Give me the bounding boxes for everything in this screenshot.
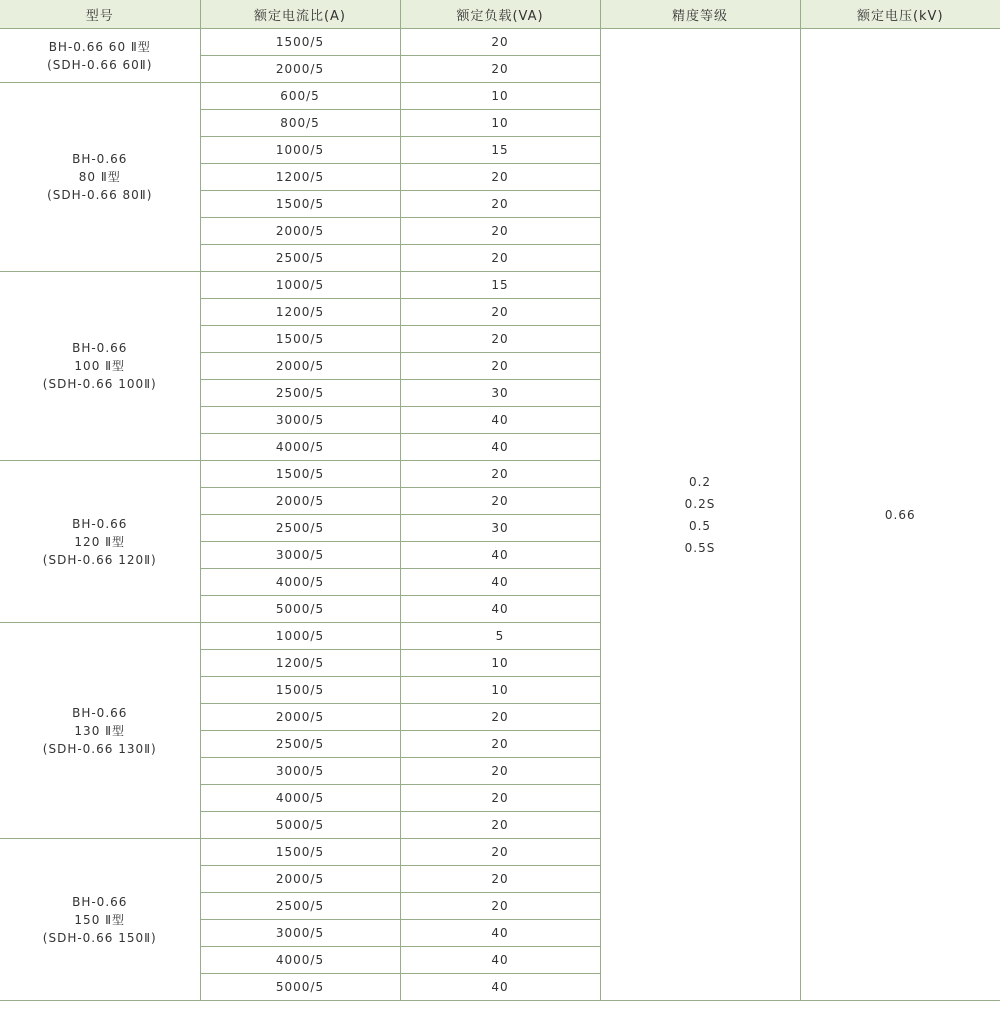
current-ratio-cell: 600/5: [200, 83, 400, 110]
rated-load-cell: 30: [400, 380, 600, 407]
table-body: [0, 29, 1000, 1001]
table-row: [0, 29, 1000, 56]
rated-load-cell: 20: [400, 299, 600, 326]
rated-load-cell: 40: [400, 596, 600, 623]
rated-load-cell: 20: [400, 731, 600, 758]
current-ratio-cell: 800/5: [200, 110, 400, 137]
rated-load-cell: 40: [400, 434, 600, 461]
model-cell: [0, 272, 200, 461]
model-name-line: 80 Ⅱ型: [78, 170, 121, 184]
rated-load-cell: 10: [400, 650, 600, 677]
current-ratio-cell: 2500/5: [200, 380, 400, 407]
current-ratio-cell: 4000/5: [200, 785, 400, 812]
current-ratio-cell: 4000/5: [200, 947, 400, 974]
current-ratio-cell: 1500/5: [200, 461, 400, 488]
rated-load-cell: 40: [400, 920, 600, 947]
current-ratio-cell: 1200/5: [200, 164, 400, 191]
model-name-line: BH-0.66 60 Ⅱ型: [48, 39, 151, 54]
header-row: [0, 0, 1000, 29]
rated-load-cell: 20: [400, 29, 600, 56]
current-ratio-cell: 2500/5: [200, 515, 400, 542]
model-name-line: BH-0.66: [72, 516, 128, 531]
current-ratio-cell: 3000/5: [200, 920, 400, 947]
rated-load-cell: 20: [400, 812, 600, 839]
model-cell: [0, 623, 200, 839]
model-name-line: BH-0.66: [72, 152, 128, 166]
current-ratio-cell: 1200/5: [200, 299, 400, 326]
rated-load-cell: 20: [400, 164, 600, 191]
model-cell: [0, 461, 200, 623]
rated-load-cell: 30: [400, 515, 600, 542]
header-accuracy-class: 精度等级: [600, 0, 800, 29]
table-header: [0, 0, 1000, 29]
current-ratio-cell: 5000/5: [200, 596, 400, 623]
rated-load-cell: 20: [400, 326, 600, 353]
rated-voltage-cell: 0.66: [800, 29, 1000, 1001]
model-cell: [0, 29, 200, 83]
rated-load-cell: 15: [400, 272, 600, 299]
rated-load-cell: 40: [400, 974, 600, 1001]
model-name-line: 150 Ⅱ型: [74, 912, 126, 927]
current-ratio-cell: 1500/5: [200, 839, 400, 866]
model-name-line: BH-0.66: [72, 705, 128, 720]
rated-load-cell: 5: [400, 623, 600, 650]
rated-load-cell: 20: [400, 866, 600, 893]
model-name-line: 130 Ⅱ型: [74, 723, 126, 738]
model-name-line: (SDH-0.66 60Ⅱ): [47, 57, 153, 72]
accuracy-class-value: 0.2: [688, 474, 712, 489]
header-current-ratio: 额定电流比(A): [200, 0, 400, 29]
current-ratio-cell: 2000/5: [200, 353, 400, 380]
model-name-line: (SDH-0.66 80Ⅱ): [47, 188, 153, 202]
model-name-line: (SDH-0.66 100Ⅱ): [42, 377, 157, 391]
rated-load-cell: 20: [400, 191, 600, 218]
current-ratio-cell: 1200/5: [200, 650, 400, 677]
rated-load-cell: 20: [400, 461, 600, 488]
current-ratio-cell: 4000/5: [200, 569, 400, 596]
current-ratio-cell: 2000/5: [200, 218, 400, 245]
current-ratio-cell: 2000/5: [200, 488, 400, 515]
rated-load-cell: 40: [400, 542, 600, 569]
rated-load-cell: 20: [400, 704, 600, 731]
rated-load-cell: 20: [400, 353, 600, 380]
rated-load-cell: 10: [400, 677, 600, 704]
accuracy-class-value: 0.5: [688, 518, 712, 533]
rated-load-cell: 20: [400, 839, 600, 866]
model-name-line: (SDH-0.66 120Ⅱ): [42, 552, 157, 567]
current-ratio-cell: 1500/5: [200, 29, 400, 56]
rated-load-cell: 40: [400, 569, 600, 596]
model-cell: [0, 83, 200, 272]
model-name-line: BH-0.66: [72, 341, 128, 355]
current-ratio-cell: 5000/5: [200, 812, 400, 839]
model-name-line: (SDH-0.66 150Ⅱ): [42, 930, 157, 945]
header-rated-load: 额定负载(VA): [400, 0, 600, 29]
current-ratio-cell: 2000/5: [200, 56, 400, 83]
current-ratio-cell: 5000/5: [200, 974, 400, 1001]
rated-load-cell: 20: [400, 56, 600, 83]
current-ratio-cell: 3000/5: [200, 407, 400, 434]
rated-load-cell: 20: [400, 488, 600, 515]
rated-load-cell: 20: [400, 245, 600, 272]
current-ratio-cell: 1000/5: [200, 272, 400, 299]
rated-load-cell: 10: [400, 83, 600, 110]
rated-load-cell: 40: [400, 947, 600, 974]
current-ratio-cell: 2500/5: [200, 731, 400, 758]
header-rated-voltage: 额定电压(kV): [800, 0, 1000, 29]
current-ratio-cell: 2500/5: [200, 245, 400, 272]
current-ratio-cell: 2500/5: [200, 893, 400, 920]
current-ratio-cell: 1500/5: [200, 677, 400, 704]
current-ratio-cell: 1500/5: [200, 191, 400, 218]
current-ratio-cell: 1500/5: [200, 326, 400, 353]
current-ratio-cell: 3000/5: [200, 758, 400, 785]
current-ratio-cell: 2000/5: [200, 866, 400, 893]
model-name-line: BH-0.66: [72, 894, 128, 909]
rated-load-cell: 15: [400, 137, 600, 164]
current-ratio-cell: 3000/5: [200, 542, 400, 569]
accuracy-class-cell: [600, 29, 800, 1001]
rated-load-cell: 20: [400, 893, 600, 920]
model-name-line: (SDH-0.66 130Ⅱ): [42, 741, 157, 756]
header-model: 型号: [0, 0, 200, 29]
rated-load-cell: 40: [400, 407, 600, 434]
accuracy-class-value: 0.2S: [684, 496, 716, 511]
rated-load-cell: 10: [400, 110, 600, 137]
current-ratio-cell: 1000/5: [200, 623, 400, 650]
rated-load-cell: 20: [400, 758, 600, 785]
current-ratio-cell: 2000/5: [200, 704, 400, 731]
rated-load-cell: 20: [400, 218, 600, 245]
model-cell: [0, 839, 200, 1001]
current-ratio-cell: 1000/5: [200, 137, 400, 164]
accuracy-class-value: 0.5S: [684, 540, 716, 555]
rated-load-cell: 20: [400, 785, 600, 812]
model-name-line: 120 Ⅱ型: [74, 534, 126, 549]
model-name-line: 100 Ⅱ型: [74, 359, 126, 373]
current-ratio-cell: 4000/5: [200, 434, 400, 461]
